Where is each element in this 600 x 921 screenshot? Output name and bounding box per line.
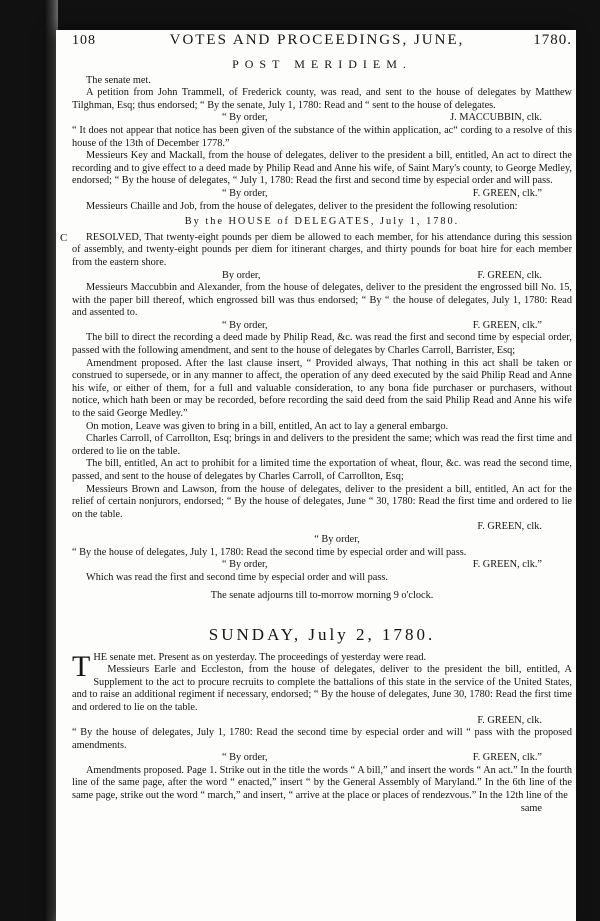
clerk-signature: F. GREEN, clk.”	[472, 319, 542, 331]
order-signature	[72, 559, 572, 572]
paragraph: RESOLVED, That twenty-eight pounds per diem be allowed to each member, for his attendance during this session of assembly, and twenty-eight pounds per diem for itinerant charges, and thirty pounds for boat hire for each member from the eastern shore.	[72, 231, 572, 268]
paragraph: Messieurs Chaille and Job, from the house of delegates, deliver to the president the following resolution:	[86, 200, 518, 212]
paragraph: A petition from John Trammell, of Frederick county, was read, and sent to the house of delegates by Matthew Tilghman, Esq; thus endorsed; “ By the senate, July 1, 1780: Read and “ sent to the house of delegates.	[72, 87, 572, 111]
opening-text: HE senate met. Present as on yesterday. The proceedings of yesterday were read.	[93, 651, 427, 663]
drop-cap-letter: T	[72, 649, 91, 683]
paragraph: The bill, entitled, An act to prohibit for a limited time the exportation of wheat, flour, &c. was read the second time, passed, and sent to the house of delegates by Charles Carroll, of Carrollton, Esq;	[72, 458, 572, 482]
paragraph: Charles Carroll, of Carrollton, Esq; brings in and delivers to the president the same; which was read the first time and ordered to lie on the table.	[72, 433, 572, 457]
by-order-text: “ By order,	[222, 187, 268, 199]
by-order-text: By order,	[222, 269, 261, 281]
opening-paragraph	[72, 649, 572, 683]
paragraph: Amendments proposed. Page 1. Strike out in the title the words “ A bill,” and insert the words “ An act.” In the fourth line of the same page, after the word “ enacted,” insert “ by the General Assembly of Maryland.” In the 6th line of the same page, strike out the word “ march,” and insert, “ arrive at the place or places of rendezvous.” In the 12th line of the	[72, 764, 572, 802]
paragraph: Messieurs Maccubbin and Alexander, from the house of delegates, deliver to the president the engrossed bill No. 15, with the paper bill thereof, which engrossed bill was thus endorsed; “ By “ the house of delegates, July 1, 1780: Read and assented to.	[72, 282, 572, 319]
catchword: same	[520, 802, 542, 814]
clerk-signature: F. GREEN, clk.”	[472, 752, 542, 764]
margin-marker: C	[60, 231, 68, 244]
paragraph: Messieurs Key and Mackall, from the house of delegates, deliver to the president a bill, entitled, An act to direct the recording and to give effect to a deed made by Philip Read and Anne his wife, of Saint Mary's county, to George Medley, endorsed; “ By the house of delegates, “ July 1, 1780: Read the first and second time by especial order and will pass.	[72, 150, 572, 187]
clerk-signature: F. GREEN, clk.	[477, 521, 542, 533]
page-content	[60, 32, 572, 815]
by-order-text: “ By order,	[314, 533, 360, 545]
paragraph: “ By the house of delegates, July 1, 1780: Read the second time by especial order and will “ pass with the proposed amendments.	[72, 727, 572, 751]
paragraph: “ By the house of delegates, July 1, 1780: Read the second time by especial order and will pass.	[72, 546, 467, 558]
clerk-signature: F. GREEN, clk.”	[472, 559, 542, 571]
resolution-heading: By the HOUSE of DELEGATES, July 1, 1780.	[184, 216, 460, 228]
by-order-text: “ By order,	[222, 319, 268, 331]
adjournment-line: The senate adjourns till to-morrow morning 9 o'clock.	[210, 590, 434, 602]
day-heading: SUNDAY, July 2, 1780.	[208, 624, 436, 644]
paragraph: “ It does not appear that notice has been given of the substance of the within application, ac“ cording to a resolve of this house of the 13th of December 1778.”	[72, 124, 572, 149]
resolution-block	[60, 231, 572, 270]
paragraph: Messieurs Brown and Lawson, from the house of delegates, deliver to the president a bill, entitled, An act for the relief of certain nonjurors, endorsed; “ By the house of delegates, June “ 30, 1780: Read the first time and ordered to lie on the table.	[72, 483, 572, 520]
document-page	[56, 30, 576, 921]
clerk-signature: F. GREEN, clk.”	[472, 187, 542, 199]
by-order-text: “ By order,	[222, 752, 268, 764]
order-signature	[72, 270, 572, 283]
running-header	[72, 34, 572, 56]
paragraph: On motion, Leave was given to bring in a bill, entitled, An act to lay a general embargo.	[86, 420, 449, 432]
paragraph: The senate met.	[86, 74, 151, 86]
paragraph: Messieurs Earle and Eccleston, from the house of delegates, deliver to the president the bill, entitled, A Supplement to the act to procure recruits to complete the battalions of this state in the service of the United States, and to raise an additional regiment if necessary, endorsed; “ By the house of delegates, June 30, 1780: Read the first time and ordered to lie on the table.	[72, 664, 572, 713]
clerk-signature: J. MACCUBBIN, clk.	[450, 112, 542, 124]
section-title: POST MERIDIEM.	[232, 57, 412, 71]
running-year: 1780.	[533, 32, 572, 48]
running-title: VOTES AND PROCEEDINGS, JUNE,	[169, 32, 465, 48]
order-signature	[72, 188, 572, 201]
paragraph: The bill to direct the recording a deed made by Philip Read, &c. was read the first and second time by especial order, passed with the following amendment, and sent to the house of delegates by Charles Carroll, Barrister, Esq;	[72, 332, 572, 357]
clerk-signature: F. GREEN, clk.	[477, 269, 542, 281]
paragraph: Amendment proposed. After the last clause insert, “ Provided always, That nothing in this act shall be taken or construed to supersede, or in any manner to affect, the operation of any deed executed by the said Philip Read and Anne his wife, or either of them, for a full and valuable consideration, to any bona fide purchaser or purchasers, without notice, which hath been or may be recorded, before recording the said deed from the said Philip Read and Anne his wife to the said George Medley.”	[72, 357, 572, 420]
order-signature	[72, 320, 572, 333]
order-signature	[72, 752, 572, 765]
paragraph: Which was read the first and second time by especial order and will pass.	[86, 571, 388, 583]
order-signature	[72, 112, 572, 125]
page-number: 108	[72, 33, 96, 48]
by-order-text: “ By order,	[222, 559, 268, 571]
clerk-signature: F. GREEN, clk.	[477, 714, 542, 726]
by-order-text: “ By order,	[222, 112, 268, 124]
